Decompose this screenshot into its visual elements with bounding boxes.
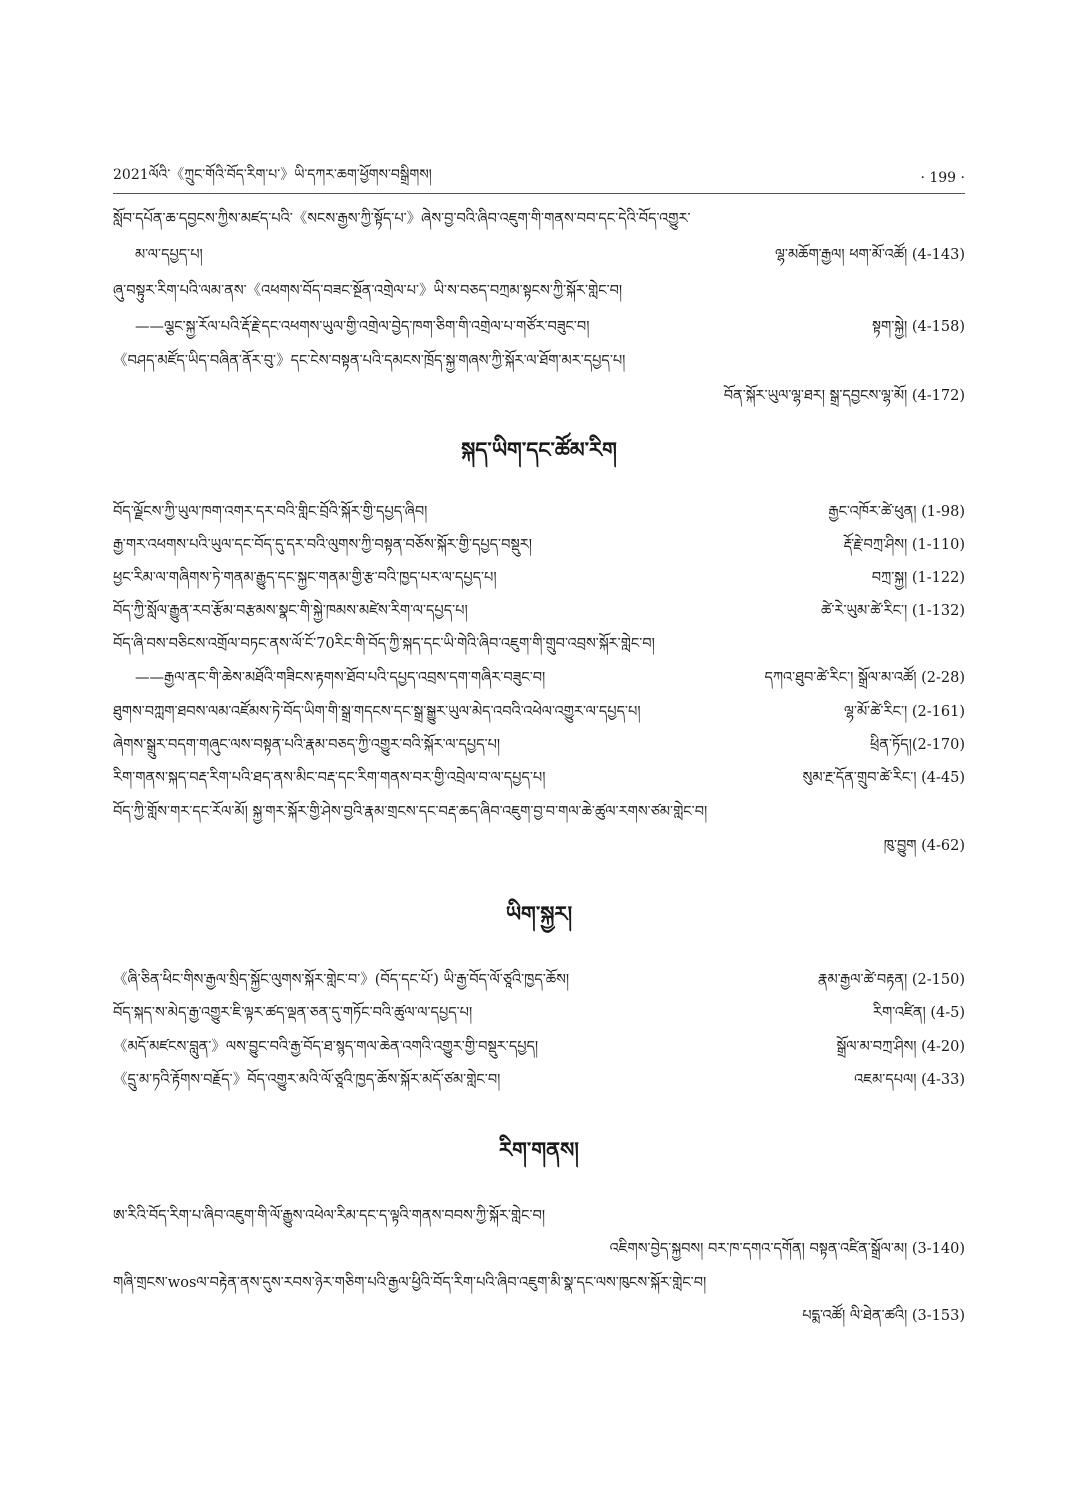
entry-ref: ཁུ་བྱུག (4-62): [883, 838, 965, 854]
entry-title: ཞུ་བསྟུར་རིག་པའི་ལམ་ནས་《འཕགས་བོད་བཟང་སྔོན་འགྲེལ་པ་》ཡི་ས་བཅད་བཀྲམ་སྟངས་ཀྱི་སྐོར་གླེང་བ།: [113, 283, 623, 299]
entry-line: [113, 530, 965, 560]
entry-title: 《དྲུ་མ་ཏའི་རྟོགས་བརྗོད་》བོད་འགྱུར་མའི་ལོ་ཙཱའི་ཁྱད་ཆོས་སྐོར་མདོ་ཙམ་གླེང་བ།: [113, 1072, 501, 1088]
entry-title: བོད་སྐད་ས་མེད་རྒྱ་འགྱུར་ཇི་ལྟར་ཚད་ལྡན་ཅན་དུ་གཏོང་བའི་ཚུལ་ལ་དཔྱད་པ།: [113, 1005, 473, 1021]
entry-line: [113, 312, 965, 342]
entry-title: ཨ་རིའི་བོད་རིག་པ་ཞིབ་འཇུག་གི་ལོ་རྒྱུས་འཕེལ་རིམ་དང་ད་ལྟའི་གནས་བབས་ཀྱི་སྐོར་གླེང་བ།: [113, 1208, 546, 1224]
entry-ref: སུམ་རྔ་དོན་གྲུབ་ཚེ་རིང་། (4-45): [802, 770, 965, 786]
entry-line: [113, 831, 965, 861]
entry-ref: བཀྲ་སྐྱ། (1-122): [871, 570, 965, 586]
entry-line: [113, 1234, 965, 1264]
entry-title: ཞེགས་སྒྲུར་བདག་གཞུང་ལས་བསྟན་པའི་རྣམ་བཅད་ཀྱི་འགྱུར་བའི་སྐོར་ལ་དཔྱད་པ།: [113, 737, 501, 753]
entry-title: ཐུགས་བཀླག་ཐབས་ལམ་འཛོམས་ཏེ་བོད་ཡིག་གི་སྒྲ་གདངས་དང་སྒྲ་སྒྱུར་ཡུལ་མེད་འབའི་འཕེལ་འགྱུར་ལ་དཔྱད་པ།: [113, 704, 641, 720]
entry-ref: ལྷ་མོ་ཚེ་རིང་། (2-161): [844, 704, 965, 720]
entry-title: བོད་ཀྱི་སློལ་རྒྱུན་རབ་རྩོམ་བརྩམས་སྣང་གི་སྐྱེ་ཁམས་མཛེས་རིག་ལ་དཔྱད་པ།: [113, 603, 468, 619]
entry-line: [113, 629, 965, 659]
entry-ref: འཇིགས་བྱེད་སྐྱབས། བར་ཁ་དགའ་དགོན། བསྟན་འཛིན་སྒྲོལ་མ། (3-140): [609, 1241, 965, 1257]
entry-ref: རྣམ་རྒྱལ་ཚེ་བརྟན། (2-150): [817, 972, 965, 988]
entry-title: 《བཤད་མཛོད་ཡིད་བཞིན་ནོར་བུ་》དང་ངེས་བསྟན་པའི་དམངས་ཁྲོད་སྐྱ་གཞས་ཀྱི་སྐོར་ལ་ཐོག་མར་དཔྱད་པ།: [113, 353, 626, 369]
entry-ref: པདྨ་འཚོ། ལི་ཐེན་ཚའི། (3-153): [802, 1308, 965, 1324]
header-rule: [113, 193, 965, 194]
entry-ref: དཀའ་ཐུབ་ཚེ་རིང་། སྒྲོལ་མ་འཚོ། (2-28): [764, 670, 965, 686]
entry-ref: ཚེ་རེ་ཡུམ་ཚེ་རིང་། (1-132): [821, 603, 965, 619]
entry-ref: ལྷ་མཆོག་རྒྱལ། ཕག་མོ་འཚོ། (4-143): [774, 247, 965, 263]
entry-title: 《ཞི་ཅིན་ཕིང་གིས་རྒྱལ་སྲིད་སྐྱོང་ལུགས་སྐོར་གླེང་བ་》(བོད་དང་པོ་) ཡི་རྒྱ་བོད་ལོ་ཙཱའི་ཁྱད་ཆོས།: [113, 972, 570, 988]
entry-title: རིག་གནས་སྐད་བརྡ་རིག་པའི་ཐད་ནས་མིང་བརྡ་དང་རིག་གནས་བར་གྱི་འབྲེལ་བ་ལ་དཔྱད་པ།: [113, 770, 546, 786]
entry-title: བོད་ཞི་བས་བཅིངས་འགྲོལ་བཏང་ནས་ལོ་ངོ་70རིང་གི་བོད་ཀྱི་སྐད་དང་ཡི་གེའི་ཞིབ་འཇུག་གི་གྲུབ་འབྲས་སྐོར་གླེང་བ།: [113, 636, 655, 652]
entry-line: [113, 1301, 965, 1331]
entry-title: རྒྱ་གར་འཕགས་པའི་ཡུལ་དང་བོད་དུ་དར་བའི་ལུགས་ཀྱི་བསྟན་བཅོས་སྐོར་གྱི་དཔྱད་བསྡུར།: [113, 537, 533, 553]
entry-line: [113, 240, 965, 270]
section-heading: སྐད་ཡིག་དང་ཚོམ་རིག: [461, 437, 617, 462]
entry-ref: བོན་སྐོར་ཡུལ་ལྷ་ཐར། སྒྲ་དབྱངས་ལྷ་མོ། (4-172): [723, 388, 965, 404]
section-heading: རིག་གནས།: [499, 1137, 579, 1162]
entry-line: [113, 998, 965, 1028]
entry-line: [113, 965, 965, 995]
entry-title: 《མདོ་མཛངས་བླུན་》ལས་བྱུང་བའི་རྒྱ་བོད་ཐ་སྙད་གལ་ཆེན་འགའི་འགྱུར་གྱི་བསྡུར་དཔྱད།: [113, 1039, 539, 1055]
entry-ref: འཇམ་དཔལ། (4-33): [854, 1072, 965, 1088]
section-heading: ཡིག་སྐྱར།: [505, 901, 573, 926]
entry-ref: རྡོ་རྗེ་བཀྲ་ཤིས། (1-110): [843, 537, 965, 553]
entry-line: [113, 1032, 965, 1062]
entry-line: [113, 1065, 965, 1095]
entry-line: [113, 381, 965, 411]
entry-title: སློབ་དཔོན་ཆ་དབྱངས་ཀྱིས་མཛད་པའི་《སངས་རྒྱས་ཀྱི་སྟོད་པ་》ཞེས་བྱ་བའི་ཞིབ་འཇུག་གི་གནས་བབ་དང་དེའི་བོད་འགྱུར་: [113, 211, 691, 227]
entry-line: [113, 1201, 965, 1231]
entry-ref: རྒྱང་འཁོར་ཚེ་ཕུན། (1-98): [828, 504, 965, 520]
entry-line: [113, 497, 965, 527]
entry-line: [113, 596, 965, 626]
entry-ref: སྟག་སྐྱེ། (4-158): [871, 319, 965, 335]
entry-line: [113, 204, 965, 234]
entry-line: [113, 763, 965, 793]
entry-line: [113, 797, 965, 827]
entry-title: ཕྱང་རིམ་ལ་གཞིགས་ཏེ་གནམ་རྒྱུད་དང་སྐྱང་གནམ་གྱི་རྩ་བའི་ཁྱད་པར་ལ་དཔྱད་པ།: [113, 570, 497, 586]
entry-line: [113, 563, 965, 593]
page-number: · 199 ·: [920, 170, 965, 186]
entry-title: མ་ལ་དཔྱད་པ།: [135, 247, 203, 263]
entry-line: [113, 346, 965, 376]
entry-line: [113, 730, 965, 760]
entry-line: [113, 663, 965, 693]
entry-line: [113, 276, 965, 306]
entry-line: [113, 1268, 965, 1298]
entry-line: [113, 697, 965, 727]
entry-title: ——ལྕང་སྐྱ་རོལ་པའི་རྡོ་རྗེ་དང་འཕགས་ཡུལ་གྱི་འགྲེལ་བྱེད་ཁག་ཅིག་གི་འགྲེལ་པ་གཙོར་བཟུང་བ།: [135, 319, 590, 335]
journal-title: 2021ལོའི་《ཀྲུང་གོའི་བོད་རིག་པ་》ཡི་དཀར་ཆག་ཕྱོགས་བསྒྲིགས།: [113, 167, 432, 183]
entry-title: བོད་ལྗོངས་ཀྱི་ཡུལ་ཁག་འགར་དར་བའི་གླིང་བྲོའི་སྐོར་གྱི་དཔྱད་ཞིབ།: [113, 504, 428, 520]
entry-ref: སྒྲོལ་མ་བཀྲ་ཤིས། (4-20): [836, 1039, 965, 1055]
entry-ref: ཕྲིན་ཏོད།(2-170): [870, 737, 965, 753]
page-header: [113, 165, 965, 191]
entry-ref: རིག་འཛིན། (4-5): [873, 1005, 965, 1021]
entry-title: ——རྒྱལ་ནང་གི་ཆེས་མཐོའི་གཟིངས་རྟགས་ཐོབ་པའི་དཔྱད་འབྲས་དག་གཞིར་བཟུང་བ།: [135, 670, 546, 686]
entry-title: གཞི་གྲངས་wosལ་བརྟེན་ནས་དུས་རབས་ཉེར་གཅིག་པའི་རྒྱལ་ཕྱིའི་བོད་རིག་པའི་ཞིབ་འཇུག་མི་སྣ་དང་ལས་ཁུངས་སྐོར་གླེང་བ།: [113, 1275, 707, 1291]
entry-title: བོད་ཀྱི་གློས་གར་དང་རོལ་མོ། སྐྱ་གར་སྐོར་གྱི་ཤེས་བྱའི་རྣམ་གྲངས་དང་བརྡ་ཆད་ཞིབ་འཇུག་བྱ་བ་གལ་ཆེ་ཚུལ་རགས་ཙམ་གླེང་བ།: [113, 804, 708, 820]
